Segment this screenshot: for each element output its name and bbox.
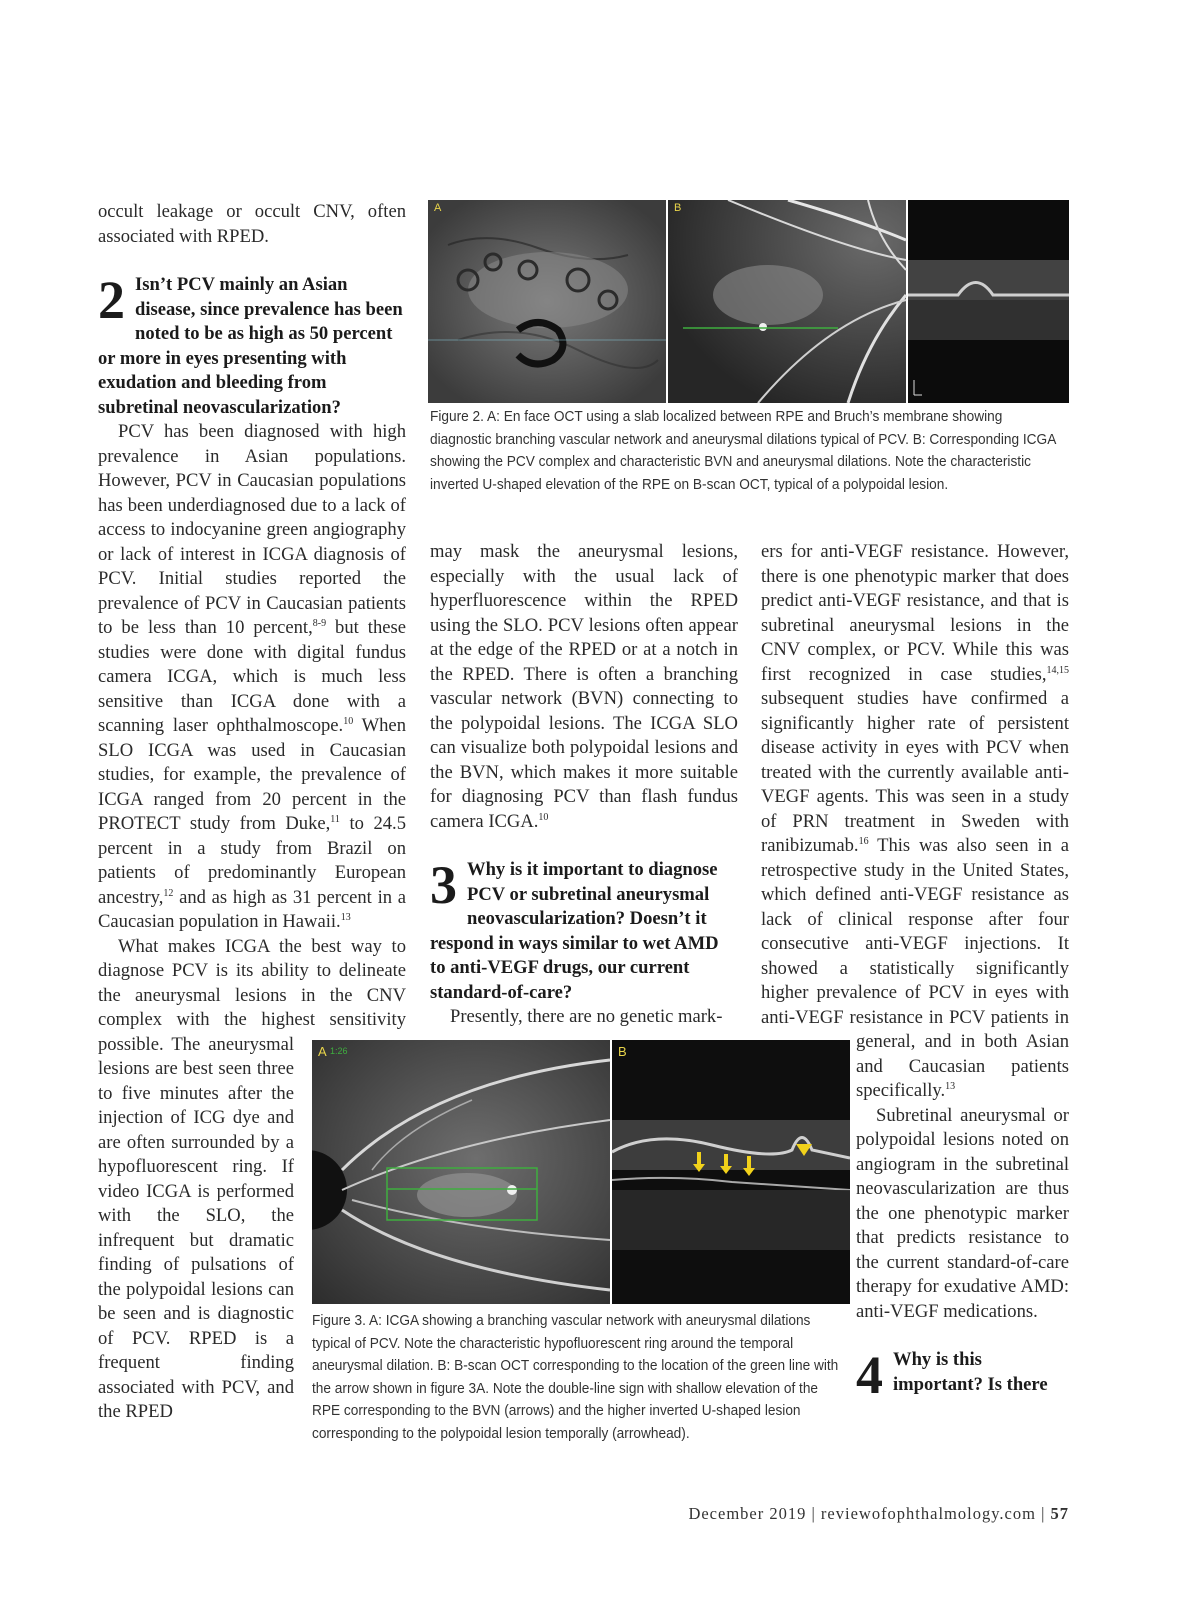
footer-page-number: 57 — [1050, 1504, 1069, 1523]
column-1 — [98, 200, 406, 1500]
fig2-label-a: A — [434, 202, 442, 214]
col3-paragraph-1: ers for anti-VEGF resistance. However, there is one phenotypic marker that does predict anti-VEGF resistance, and that is subretinal aneurysmal lesions in the CNV complex, or PCV. While this was first recognized in case studies,$^{14,15}$ subsequent studies have confirmed a significantly higher rate of persistent disease activity in eyes with PCV when treated with the currently available anti-VEGF agents. This was seen in a study of PRN treatment in Sweden with ranibizumab.$^{16}$ This was also seen in a retrospective study in the United States, which defined anti-VEGF resistance as lack of clinical response after four consecutive anti-VEGF injections. It showed a statistically significantly higher prevalence of PCV in eyes with anti-VEGF resistance in PCV patients in general, and in both Asian and Caucasian patients specifically.$^{13}$ — [761, 541, 1069, 1101]
col1-paragraph-2: What makes ICGA the best way to diagnose PCV is its ability to delineate the aneurysmal lesions in the CNV complex with the highest sensitivity possible. The aneurysmal lesions are best seen three to five minutes after the injection of ICG dye and are often surrounded by a hypofluorescent ring. If video ICGA is performed with the SLO, the infrequent but dramatic finding of pulsations of the polypoidal lesions can be seen and is diagnostic of PCV. RPED is a frequent finding associated with PCV, and the RPED — [98, 935, 406, 1422]
column-2 — [430, 540, 738, 1030]
figure-2 — [428, 200, 1069, 403]
question-2 — [98, 270, 406, 420]
figure-3-image — [312, 1040, 850, 1304]
figure-3 — [312, 1040, 850, 1304]
fig3-panel-b — [612, 1040, 850, 1304]
col1-paragraph-1: PCV has been diagnosed with high prevalence in Asian populations. However, PCV in Caucasian populations has been underdiagnosed due to a lack of access to indocyanine green angiography or lack of interest in ICGA diagnosis of PCV. Initial studies reported the prevalence of PCV in Caucasian patients to be less than 10 percent,$^{8-9}$ but these studies were done with digital fundus camera ICGA, which is much less sensitive than ICGA done with a scanning laser ophthalmoscope.$^{10}$ When SLO ICGA was used in Caucasian studies, for example, the prevalence of ICGA ranged from 20 percent in the PROTECT study from Duke,$^{11}$ to 24.5 percent in a study from Brazil on patients of predominantly European ancestry,$^{12}$ and as high as 31 percent in a Caucasian population in Hawaii.$^{13}$ — [98, 421, 406, 932]
intro-continuation: occult leakage or occult CNV, often associated with RPED. — [98, 201, 406, 247]
fig3-panel-a — [312, 1040, 610, 1304]
figure-2-image — [428, 200, 1069, 403]
footer-site: reviewofophthalmology.com — [820, 1504, 1036, 1523]
page-footer: December 2019 | reviewofophthalmology.com | 57 — [688, 1504, 1069, 1523]
question-4-heading: Why is this important? Is there — [893, 1349, 1048, 1395]
fig3-label-a: A — [318, 1044, 327, 1059]
fig2-label-b: B — [674, 202, 682, 214]
col3-paragraph-2: Subretinal aneurysmal or polypoidal lesions noted on angiogram in the subretinal neovascularization are thus the one phenotypic marker that predicts resistance to the current standard-of-care therapy for exudative AMD: anti-VEGF medications. — [856, 1104, 1069, 1322]
question-2-number: 2 — [98, 270, 125, 330]
fig3-label-a-time: 1:26 — [330, 1046, 348, 1056]
col2-paragraph-2: Presently, there are no genetic mark- — [450, 1006, 723, 1027]
question-3-heading: Why is it important to diagnose PCV or subretinal aneurysmal neovascularization? Doesn’t it respond in ways similar to wet AMD to anti-VEGF drugs, our current standard-of-care? — [430, 859, 719, 1003]
figure-3-caption: Figure 3. A: ICGA showing a branching vascular network with aneurysmal dilations typical of PCV. Note the characteristic hypofluorescent ring around the temporal aneurysmal dilation. B: B-scan OCT corresponding to the location of the green line with the arrow shown in figure 3A. Note the double-line sign with shallow elevation of the RPE corresponding to the BVN (arrows) and the higher inverted U-shaped lesion corresponding to the polypoidal lesion temporally (arrowhead). — [312, 1312, 839, 1442]
col2-paragraph-1: may mask the aneurysmal lesions, especially with the usual lack of hyperfluorescence within the RPED using the SLO. PCV lesions often appear at the edge of the RPED or at a notch in the RPED. There is often a branching vascular network (BVN) connecting to the polypoidal lesions. The ICGA SLO can visualize both polypoidal lesions and the BVN, which makes it more suitable for diagnosing PCV than flash fundus camera ICGA.$^{10}$ — [430, 541, 738, 832]
question-3-number: 3 — [430, 855, 457, 915]
question-3 — [430, 855, 738, 1005]
fig3-label-b: B — [618, 1044, 627, 1059]
figure-2-caption: Figure 2. A: En face OCT using a slab localized between RPE and Bruch’s membrane showing diagnostic branching vascular network and aneurysmal dilations typical of PCV. B: Corresponding ICGA showing the PCV complex and characteristic BVN and aneurysmal dilations. Note the characteristic inverted U-shaped elevation of the RPE on B-scan OCT, typical of a polypoidal lesion. — [430, 408, 1056, 493]
question-4-number: 4 — [856, 1345, 883, 1405]
question-2-heading: Isn’t PCV mainly an Asian disease, since prevalence has been noted to be as high as 50 percent or more in eyes presenting with exudation and bleeding from subretinal neovascularization? — [98, 274, 403, 418]
footer-issue: December 2019 — [688, 1504, 807, 1523]
